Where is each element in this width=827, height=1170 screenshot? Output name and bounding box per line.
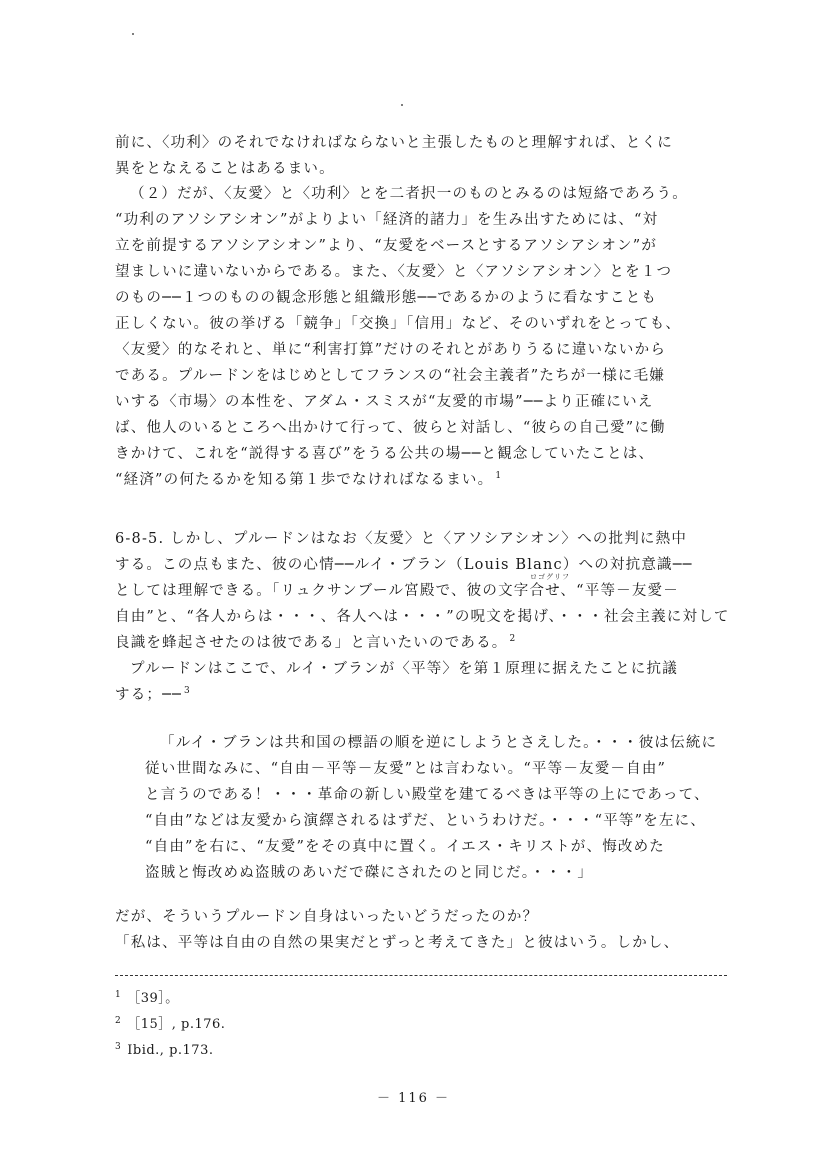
- body-line: プルードンはここで、ルイ・ブランが〈平等〉を第１原理に据えたことに抗議: [130, 661, 678, 677]
- footnote-ref: 2: [509, 634, 517, 644]
- footnote: [115, 990, 179, 1008]
- body-text: “経済”の何たるかを知る第１歩でなければなるまい。: [115, 472, 494, 488]
- footnote-ref: 1: [495, 471, 503, 481]
- quote-line: “自由”を右に、“友愛”をその真中に置く。イエス・キリストが、悔改めた: [145, 839, 665, 855]
- body-line: のもの──１つのものの観念形態と組織形態──であるかのように看なすことも: [115, 290, 658, 306]
- quote-line: と言うのである！・・・革命の新しい殿堂を建てるべきは平等の上にであって、: [145, 787, 710, 803]
- body-line: 6-8-5. しかし、プルードンはなお〈友愛〉と〈アソシアシオン〉への批判に熱中: [115, 531, 688, 547]
- footnote-ref: 3: [183, 686, 191, 696]
- body-line: [115, 633, 516, 653]
- quote-line: 従い世間なみに、“自由－平等－友愛”とは言わない。“平等－友愛－自由”: [145, 761, 667, 777]
- footnote-text: ［15］, p.176.: [127, 1017, 226, 1032]
- footnote-separator: [115, 975, 727, 976]
- footnote-text: ［39］。: [127, 991, 179, 1006]
- footnote-mark: 1: [115, 990, 122, 1000]
- body-line: である。プルードンをはじめとしてフランスの“社会主義者”たちが一様に毛嫌: [115, 368, 666, 384]
- body-line: [115, 470, 502, 490]
- footnote-mark: 2: [115, 1016, 122, 1026]
- body-line: 異をとなえることはあるまい。: [115, 161, 335, 177]
- body-line: 〈友愛〉的なそれと、単に“利害打算”だけのそれとがありうるに違いないから: [115, 342, 667, 358]
- quote-line: 「ルイ・ブランは共和国の標語の順を逆にしようとさえした。・・・彼は伝統に: [160, 735, 718, 751]
- body-line: だが、そういうプルードン自身はいったいどうだったのか？: [115, 909, 539, 925]
- body-line: [115, 685, 191, 705]
- body-text: 良識を蜂起させたのは彼である」と言いたいのである。: [115, 635, 508, 651]
- quote-line: “自由”などは友愛から演繹されるはずだ、というわけだ。・・・“平等”を左に、: [145, 813, 706, 829]
- body-line: いする〈市場〉の本性を、アダム・スミスが“友愛的市場”──より正確にいえ: [115, 394, 654, 410]
- footnote-text: Ibid., p.173.: [127, 1043, 214, 1058]
- body-line: （２）だが、〈友愛〉と〈功利〉とを二者択一のものとみるのは短絡であろう。: [130, 186, 688, 202]
- scan-speck: [401, 104, 403, 106]
- footnote-mark: 3: [115, 1042, 122, 1052]
- body-line: ば、他人のいるところへ出かけて行って、彼らと対話し、“彼らの自己愛”に働: [115, 420, 666, 436]
- footnote: [115, 1042, 213, 1060]
- body-text: する；──: [115, 687, 182, 703]
- body-line: “功利のアソシアシオン”がよりよい「経済的諸力」を生み出すためには、“対: [115, 212, 659, 228]
- body-line: 正しくない。彼の挙げる「競争」「交換」「信用」など、そのいずれをとっても、: [115, 316, 682, 332]
- body-line: としては理解できる。「リュクサンブール宮殿で、彼の文字合せ、“平等－友愛－: [115, 583, 679, 599]
- body-line: 自由”と、“各人からは・・・、各人へは・・・”の呪文を掲げ、・・・社会主義に対して: [115, 609, 730, 625]
- footnote: [115, 1016, 225, 1034]
- body-line: 「私は、平等は自由の自然の果実だとずっと考えてきた」と彼はいう。しかし、: [115, 935, 680, 951]
- ruby-annotation: ロゴグリフ: [530, 573, 570, 581]
- quote-line: 盗賊と悔改めぬ盗賊のあいだで磔にされたのと同じだ。・・・」: [145, 865, 594, 881]
- body-line: 立を前提するアソシアシオン”より、“友愛をベースとするアソシアシオン”が: [115, 238, 658, 254]
- scan-speck: [132, 33, 134, 35]
- body-line: きかけて、これを“説得する喜び”をうる公共の場──と観念していたことは、: [115, 446, 655, 462]
- page-number: － 116 －: [376, 1091, 451, 1106]
- body-line: する。この点もまた、彼の心情──ルイ・ブラン（Louis Blanc）への対抗意識──: [115, 557, 693, 573]
- body-line: 前に、〈功利〉のそれでなければならないと主張したものと理解すれば、とくに: [115, 135, 673, 151]
- body-line: 望ましいに違いないからである。また、〈友愛〉と〈アソシアシオン〉とを１つ: [115, 264, 673, 280]
